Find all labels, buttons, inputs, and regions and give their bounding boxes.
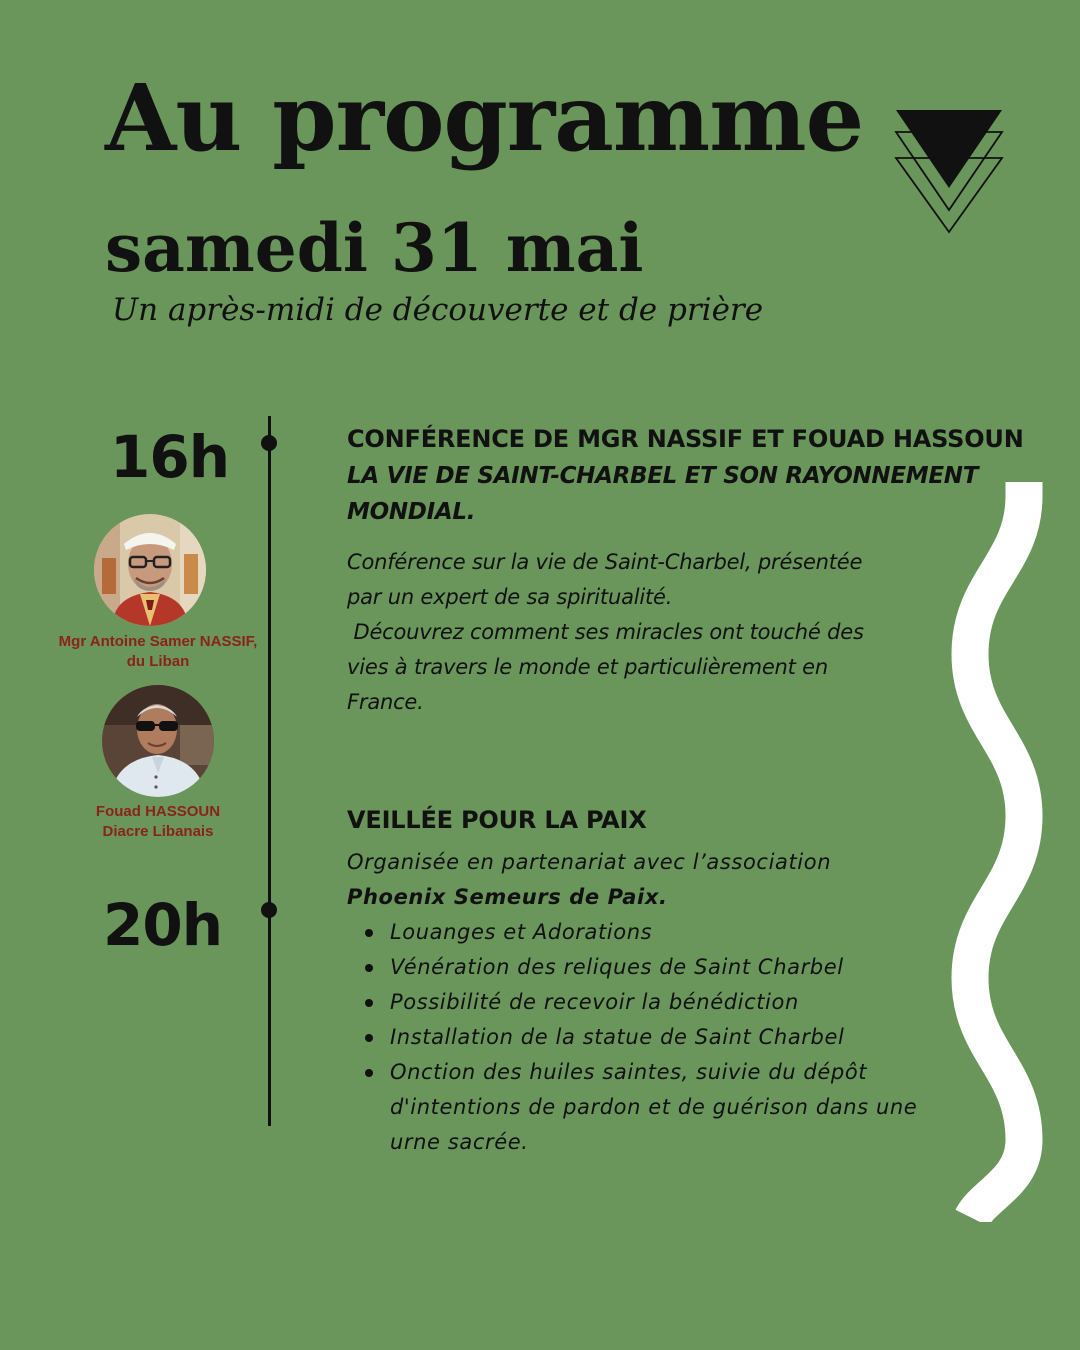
timeline-dot-16h <box>261 435 277 451</box>
list-item-text: Onction des huiles saintes, suivie du dépôt <box>390 1060 868 1084</box>
list-item-continuation <box>365 1090 917 1125</box>
bullet-icon <box>365 929 373 937</box>
down-triangles-icon <box>890 104 1008 236</box>
bullet-icon <box>365 964 373 972</box>
list-item <box>365 950 917 985</box>
bullet-icon <box>365 1069 373 1077</box>
bullet-icon <box>365 1034 373 1042</box>
list-item <box>365 915 917 950</box>
intro-line: Organisée en partenariat avec l’association <box>347 850 832 874</box>
list-item-text: urne sacrée. <box>390 1130 529 1154</box>
timeline-dot-20h <box>261 902 277 918</box>
session1-heading: CONFÉRENCE DE MGR NASSIF ET FOUAD HASSOUN <box>347 425 1024 453</box>
list-item <box>365 1020 917 1055</box>
session1-description <box>347 545 864 720</box>
speaker-origin-line: du Liban <box>126 653 190 670</box>
speaker-name-hassoun <box>58 802 258 842</box>
description-line: vies à travers le monde et particulièrement en <box>347 655 828 679</box>
list-item-text: Louanges et Adorations <box>390 920 653 944</box>
description-line: par un expert de sa spiritualité. <box>347 585 673 609</box>
speaker-origin-line: Diacre Libanais <box>102 823 214 840</box>
bullet-icon <box>365 999 373 1007</box>
time-20h: 20h <box>103 891 223 959</box>
time-16h: 16h <box>110 423 230 491</box>
partner-name: Phoenix Semeurs de Paix. <box>347 885 668 909</box>
avatar-mgr-nassif <box>94 514 206 626</box>
session2-intro <box>347 845 831 915</box>
page-subtitle: Un après-midi de découverte et de prière <box>112 292 764 328</box>
timeline-line <box>268 416 271 1126</box>
white-wave-decoration <box>940 482 1050 1222</box>
session1-subheading: LA VIE DE SAINT-CHARBEL ET SON RAYONNEMENT <box>347 463 979 489</box>
speaker-name-line: Fouad HASSOUN <box>95 803 221 820</box>
avatar-fouad-hassoun <box>102 685 214 797</box>
speaker-name-line: Mgr Antoine Samer NASSIF, <box>58 633 258 650</box>
list-item-text: Vénération des reliques de Saint Charbel <box>390 955 844 979</box>
description-line: Découvrez comment ses miracles ont touché des <box>347 620 864 644</box>
list-item-continuation <box>365 1125 917 1160</box>
list-item <box>365 985 917 1020</box>
list-item <box>365 1055 917 1090</box>
speaker-name-nassif <box>48 632 268 672</box>
session1-subheading: MONDIAL. <box>347 499 476 525</box>
description-line: Conférence sur la vie de Saint-Charbel, présentée <box>347 550 863 574</box>
event-date: samedi 31 mai <box>105 209 644 287</box>
description-line: France. <box>347 690 424 714</box>
list-item-text: d'intentions de pardon et de guérison dans une <box>390 1095 918 1119</box>
list-item-text: Possibilité de recevoir la bénédiction <box>390 990 799 1014</box>
page-title: Au programme <box>105 64 864 172</box>
session2-heading: VEILLÉE POUR LA PAIX <box>347 806 647 834</box>
list-item-text: Installation de la statue de Saint Charbel <box>390 1025 845 1049</box>
session2-activities-list <box>365 915 917 1160</box>
